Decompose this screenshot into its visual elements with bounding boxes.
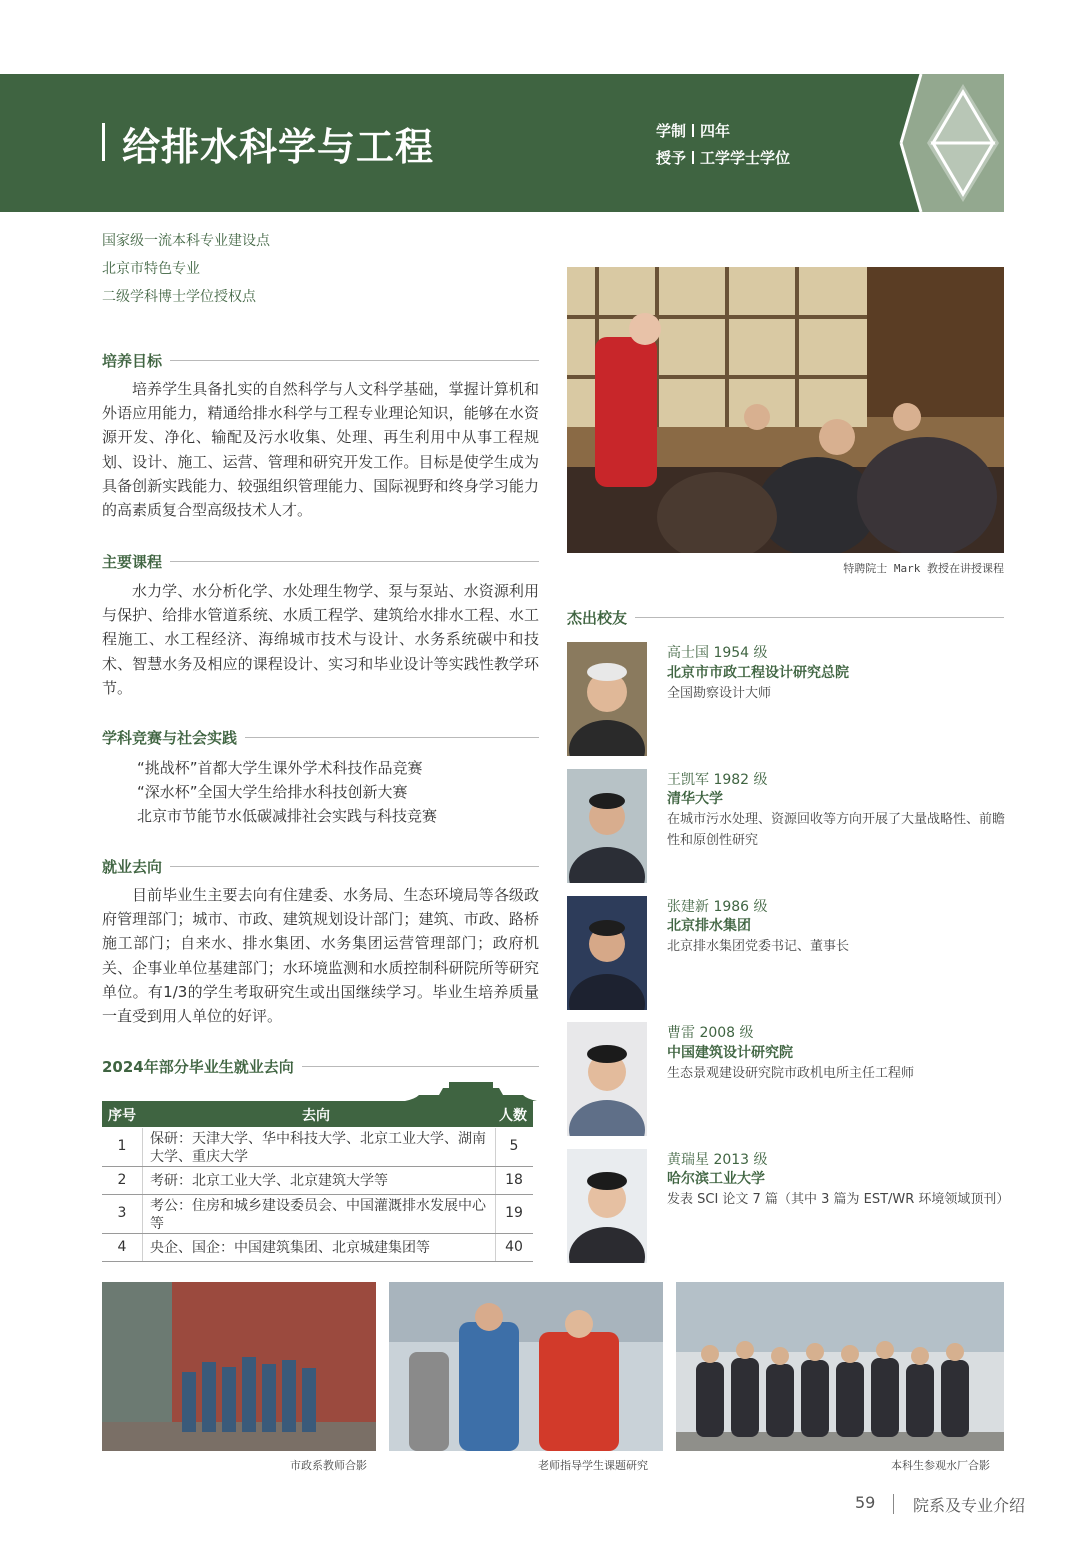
col-header-destination: 去向: [302, 1108, 330, 1124]
table-row: [102, 1195, 533, 1234]
competition-item: “深水杯”全国大学生给排水科技创新大赛: [137, 783, 408, 801]
alumni-desc: 生态景观建设研究院市政机电所主任工程师: [667, 1066, 915, 1081]
photo-caption: 特聘院士 Mark 教授在讲授课程: [843, 562, 1004, 575]
divider: [245, 737, 539, 738]
alumni-org: 中国建筑设计研究院: [667, 1045, 793, 1061]
alumni-desc: 发表 SCI 论文 7 篇（其中 3 篇为 EST/WR 环境领域顶刊）: [667, 1192, 1010, 1207]
section-heading-goal: [102, 349, 539, 371]
divider: [170, 866, 539, 867]
row-count: 18: [505, 1172, 523, 1188]
section-title: 杰出校友: [567, 608, 628, 627]
tag-item: 国家级一流本科专业建设点: [102, 233, 270, 249]
title-accent-bar: [102, 123, 105, 161]
table-row: [102, 1128, 533, 1167]
alumni-name: 王凯军 1982 级: [667, 772, 768, 788]
section-heading-competitions: [102, 726, 539, 748]
competition-item: “挑战杯”首都大学生课外学术科技作品竞赛: [137, 759, 423, 777]
row-no: 2: [117, 1172, 127, 1188]
alumni-name: 高士国 1954 级: [667, 645, 768, 661]
section-title: 就业去向: [102, 857, 163, 876]
divider: [170, 561, 539, 562]
alumni-name: 曹雷 2008 级: [667, 1025, 754, 1041]
row-count: 40: [505, 1239, 523, 1255]
competition-item: 北京市节能节水低碳减排社会实践与科技竞赛: [137, 807, 438, 825]
row-destination: 央企、国企：中国建筑集团、北京城建集团等: [150, 1240, 430, 1256]
row-destination: 考研：北京工业大学、北京建筑大学等: [150, 1173, 388, 1189]
meta-divider: [692, 124, 694, 137]
row-no: 3: [117, 1205, 127, 1221]
tag-item: 北京市特色专业: [102, 261, 200, 277]
section-title: 主要课程: [102, 552, 163, 571]
lecture-photo: [567, 267, 1004, 553]
alumni-portrait: [567, 1149, 647, 1263]
alumni-org: 清华大学: [667, 791, 723, 807]
degree-value: 工学学士学位: [700, 149, 791, 167]
alumni-desc: 在城市污水处理、资源回收等方向开展了大量战略性、前瞻性和原创性研究: [667, 812, 1006, 848]
duration-value: 四年: [700, 122, 731, 140]
duration-label: 学制: [656, 122, 687, 140]
section-heading-courses: [102, 550, 539, 572]
section-title: 学科竞赛与社会实践: [102, 728, 238, 747]
water-plant-visit-photo: [676, 1282, 1004, 1451]
alumni-name: 黄瑞星 2013 级: [667, 1152, 768, 1168]
tag-item: 二级学科博士学位授权点: [102, 289, 256, 305]
col-header-count: 人数: [499, 1108, 527, 1124]
table-row: [102, 1167, 533, 1195]
header-decoration: [893, 74, 1004, 212]
alumni-portrait: [567, 769, 647, 883]
page-title: 给排水科学与工程: [122, 125, 435, 169]
alumni-desc: 北京排水集团党委书记、董事长: [667, 939, 850, 954]
divider: [170, 360, 539, 361]
courses-text: 水力学、水分析化学、水处理生物学、泵与泵站、水资源利用与保护、给排水管道系统、水质工程学、建筑给水排水工程、水工程施工、水工程经济、海绵城市技术与设计、水务系统碳中和技术、智慧水务及相应的课程设计、实习和毕业设计等实践性教学环节。: [102, 582, 539, 697]
row-count: 5: [509, 1138, 519, 1154]
alumni-desc: 全国勘察设计大师: [667, 686, 772, 701]
alumni-name: 张建新 1986 级: [667, 899, 768, 915]
alumni-portrait: [567, 896, 647, 1010]
divider: [635, 617, 1004, 618]
row-no: 4: [117, 1239, 127, 1255]
section-heading-table: [102, 1055, 539, 1077]
alumni-portrait: [567, 1022, 647, 1136]
photo-caption: 本科生参观水厂合影: [891, 1459, 990, 1472]
footer-section-title: 院系及专业介绍: [913, 1496, 1026, 1515]
photo-caption: 老师指导学生课题研究: [538, 1459, 648, 1472]
divider: [302, 1066, 539, 1067]
col-header-no: 序号: [108, 1108, 136, 1124]
row-destination: 保研：天津大学、华中科技大学、北京工业大学、湖南大学、重庆大学: [150, 1131, 486, 1165]
meta-divider: [692, 151, 694, 164]
alumni-org: 哈尔滨工业大学: [667, 1171, 765, 1187]
degree-label: 授予: [656, 149, 687, 167]
row-count: 19: [505, 1205, 523, 1221]
alumni-org: 北京排水集团: [667, 918, 751, 934]
section-heading-alumni: [567, 606, 1004, 628]
goal-text: 培养学生具备扎实的自然科学与人文科学基础，掌握计算机和外语应用能力，精通给排水科学与工程专业理论知识，能够在水资源开发、净化、输配及污水收集、处理、再生利用中从事工程规划、设计、施工、运营、管理和研究开发工作。目标是使学生成为具备创新实践能力、较强组织管理能力、国际视野和终身学习能力的高素质复合型高级技术人才。: [102, 380, 539, 520]
employment-text: 目前毕业生主要去向有住建委、水务局、生态环境局等各级政府管理部门；城市、市政、建筑规划设计部门；建筑、市政、路桥施工部门；自来水、排水集团、水务集团运营管理部门；政府机关、企事业单位基建部门；水环境监测和水质控制科研院所等研究单位。有1/3的学生考取研究生或出国继续学习。毕业生培养质量一直受到用人单位的好评。: [102, 886, 539, 1026]
degree-meta: [656, 147, 790, 168]
faculty-group-photo: [102, 1282, 376, 1451]
table-row: [102, 1234, 533, 1262]
photo-caption: 市政系教师合影: [290, 1459, 367, 1472]
alumni-portrait: [567, 642, 647, 756]
row-no: 1: [117, 1138, 127, 1154]
pavilion-roof-graphic: [405, 1082, 537, 1102]
table-header: [102, 1101, 533, 1127]
footer-divider: [893, 1494, 894, 1514]
alumni-org: 北京市市政工程设计研究总院: [667, 665, 849, 681]
page-number: 59: [855, 1493, 876, 1512]
row-destination: 考公：住房和城乡建设委员会、中国灌溉排水发展中心等: [150, 1198, 486, 1232]
duration-meta: [656, 120, 730, 141]
section-heading-employment: [102, 855, 539, 877]
section-title: 培养目标: [102, 351, 163, 370]
lab-guidance-photo: [389, 1282, 663, 1451]
section-title: 2024年部分毕业生就业去向: [102, 1057, 294, 1076]
